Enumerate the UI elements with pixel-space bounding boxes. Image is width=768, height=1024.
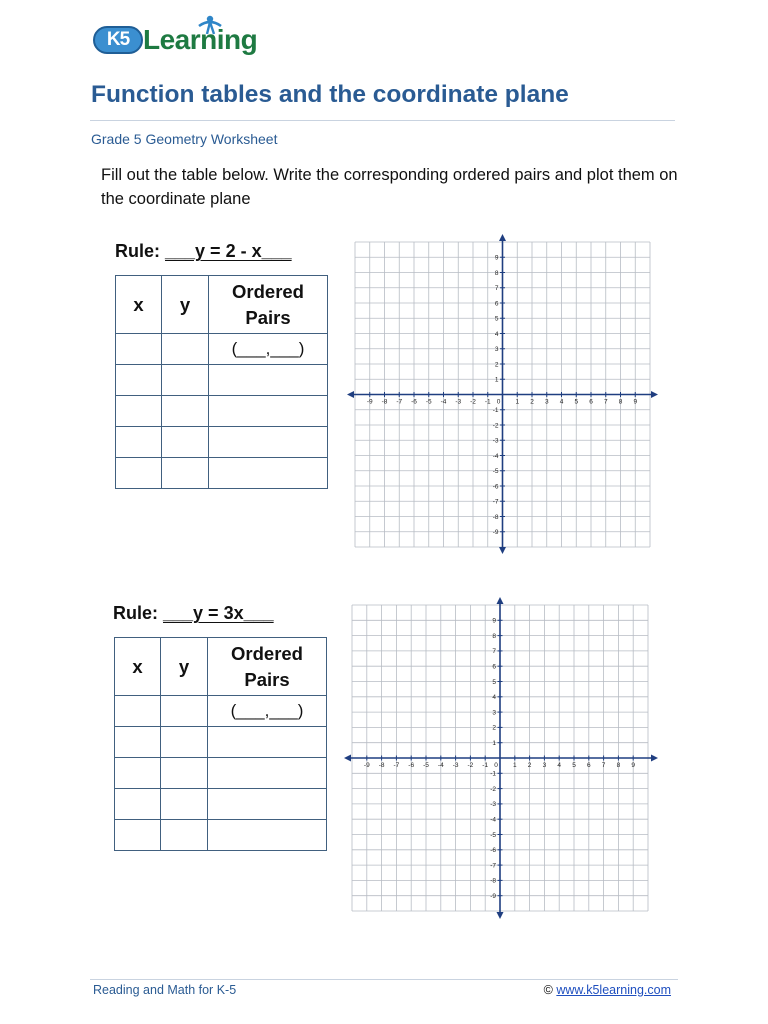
x-axis-arrow-left: [344, 755, 351, 762]
x-tick-label: 4: [557, 762, 562, 769]
x-tick-label: 3: [544, 398, 549, 406]
cell-x-input[interactable]: [116, 334, 162, 365]
rule-expression: ___y = 3x___: [163, 603, 274, 623]
x-tick-label: -3: [452, 762, 459, 769]
x-tick-label: -6: [411, 398, 417, 406]
cell-y-input[interactable]: [161, 727, 208, 758]
header-x: x: [115, 638, 161, 696]
instructions: Fill out the table below. Write the corresponding ordered pairs and plot them on the coordinate plane: [101, 166, 678, 208]
y-tick-label: 2: [492, 724, 496, 732]
x-tick-label: -4: [437, 762, 444, 769]
y-tick-label: 3: [494, 346, 499, 354]
cell-y-input[interactable]: [162, 458, 209, 489]
x-tick-label: 7: [601, 762, 606, 769]
title-divider: [90, 120, 675, 121]
cell-x-input[interactable]: [115, 820, 161, 851]
x-tick-label: 5: [572, 762, 576, 769]
y-axis-arrow-down: [499, 547, 506, 554]
cell-y-input[interactable]: [161, 758, 208, 789]
cell-x-input[interactable]: [116, 427, 162, 458]
y-tick-label: -6: [492, 483, 499, 491]
x-tick-label: -9: [366, 398, 373, 406]
rule-line-1: [115, 241, 292, 262]
logo-wordmark: Learning: [143, 24, 258, 55]
rule-line-2: [113, 603, 274, 624]
header-y: y: [161, 638, 208, 696]
page-title: Function tables and the coordinate plane: [91, 81, 569, 108]
cell-y-input[interactable]: [161, 696, 208, 727]
cell-x-input[interactable]: [116, 458, 162, 489]
y-tick-label: -2: [490, 785, 496, 793]
x-tick-label: 6: [586, 762, 591, 769]
x-tick-label: 2: [527, 762, 532, 769]
x-tick-label: 7: [603, 398, 608, 406]
cell-y-input[interactable]: [162, 334, 209, 365]
copyright-symbol: ©: [543, 983, 553, 997]
y-tick-label: -4: [490, 816, 496, 824]
y-tick-label: 9: [494, 254, 499, 262]
y-tick-label: -7: [490, 862, 496, 870]
y-axis-arrow-down: [497, 912, 504, 919]
k5-learning-logo: [93, 14, 268, 62]
y-tick-label: 3: [492, 709, 496, 717]
x-tick-label: 6: [589, 398, 593, 406]
cell-pair-input[interactable]: [209, 427, 328, 458]
y-tick-label: -2: [492, 422, 499, 430]
rule-expression: ___y = 2 - x___: [165, 241, 292, 261]
y-tick-label: -8: [490, 877, 496, 885]
y-tick-label: 4: [494, 330, 499, 338]
footer-divider: [90, 979, 678, 980]
y-tick-label: 8: [492, 632, 496, 640]
x-tick-label: -9: [363, 762, 370, 769]
footer-tagline: Reading and Math for K-5: [93, 983, 237, 997]
cell-x-input[interactable]: [115, 696, 161, 727]
y-tick-label: -5: [490, 831, 496, 839]
worksheet-subtitle: Grade 5 Geometry Worksheet: [91, 131, 278, 147]
x-tick-label: -7: [396, 398, 403, 406]
y-tick-label: 1: [492, 740, 496, 747]
cell-pair-input[interactable]: [209, 396, 328, 427]
x-tick-label: -5: [423, 762, 429, 769]
x-tick-label: -8: [378, 762, 385, 769]
cell-y-input[interactable]: [162, 427, 209, 458]
x-tick-label: -8: [381, 398, 388, 406]
y-tick-label: -1: [492, 407, 499, 415]
cell-x-input[interactable]: [116, 365, 162, 396]
y-tick-label: -6: [490, 847, 496, 855]
cell-pair-input[interactable]: [208, 727, 327, 758]
x-tick-label: -7: [393, 762, 400, 769]
cell-x-input[interactable]: [115, 789, 161, 820]
cell-y-input[interactable]: [162, 396, 209, 427]
y-axis-arrow-up: [499, 234, 506, 241]
x-tick-label: 1: [515, 398, 520, 406]
y-tick-label: 1: [494, 376, 499, 384]
x-tick-label: 5: [574, 398, 579, 406]
cell-pair-input[interactable]: [208, 789, 327, 820]
x-tick-label: -5: [425, 398, 432, 406]
y-tick-label: -3: [492, 437, 499, 445]
x-axis-arrow-left: [347, 391, 354, 398]
x-tick-label: 2: [530, 398, 534, 406]
header-ordered-pairs: Ordered Pairs: [208, 638, 327, 696]
x-tick-label: 0: [496, 398, 501, 406]
y-tick-label: 6: [492, 663, 496, 671]
header-y: y: [162, 276, 209, 334]
cell-y-input[interactable]: [161, 820, 208, 851]
cell-pair-input[interactable]: [209, 365, 328, 396]
logo-badge: K5: [93, 26, 143, 54]
rule-label: Rule:: [115, 241, 160, 261]
y-tick-label: 5: [492, 678, 496, 686]
cell-x-input[interactable]: [115, 758, 161, 789]
cell-y-input[interactable]: [161, 789, 208, 820]
y-tick-label: 7: [494, 285, 499, 293]
y-tick-label: -9: [492, 529, 499, 537]
cell-pair-input[interactable]: [208, 820, 327, 851]
x-tick-label: -2: [470, 398, 476, 406]
y-tick-label: -9: [490, 893, 496, 900]
x-tick-label: -2: [467, 762, 474, 769]
y-tick-label: -3: [490, 801, 496, 809]
header-x: x: [116, 276, 162, 334]
x-tick-label: 1: [512, 762, 517, 769]
rule-label: Rule:: [113, 603, 158, 623]
ordered-pair-template[interactable]: (___,___): [208, 696, 327, 727]
y-tick-label: 5: [494, 315, 499, 323]
x-tick-label: 3: [542, 762, 547, 769]
x-tick-label: 8: [618, 398, 623, 406]
y-tick-label: -5: [492, 468, 499, 476]
x-axis-arrow-right: [651, 755, 658, 762]
x-tick-label: 0: [494, 762, 498, 769]
y-tick-label: -7: [492, 498, 499, 506]
x-tick-label: -1: [482, 762, 489, 769]
x-tick-label: 4: [559, 398, 564, 406]
function-table-1: [115, 275, 328, 489]
cell-pair-input[interactable]: [209, 458, 328, 489]
ordered-pair-template[interactable]: (___,___): [209, 334, 328, 365]
x-tick-label: 9: [633, 398, 638, 406]
function-table-2: [114, 637, 327, 851]
y-tick-label: 2: [494, 361, 499, 369]
y-tick-label: -1: [490, 770, 496, 778]
cell-x-input[interactable]: [115, 727, 161, 758]
x-tick-label: -1: [484, 398, 491, 406]
x-tick-label: 9: [631, 762, 636, 769]
x-tick-label: 8: [616, 762, 621, 769]
y-axis-arrow-up: [497, 597, 504, 604]
cell-pair-input[interactable]: [208, 758, 327, 789]
x-axis-arrow-right: [651, 391, 658, 398]
footer-credit: [544, 983, 671, 997]
x-tick-label: -4: [440, 398, 447, 406]
y-tick-label: 6: [494, 300, 499, 308]
coordinate-plane-1[interactable]: [345, 232, 660, 556]
y-tick-label: 4: [492, 694, 496, 702]
x-tick-label: -6: [408, 762, 415, 769]
coordinate-plane-2[interactable]: [342, 595, 660, 921]
y-tick-label: 8: [494, 269, 499, 277]
y-tick-label: -4: [492, 452, 499, 460]
y-tick-label: 9: [492, 617, 496, 625]
cell-x-input[interactable]: [116, 396, 162, 427]
y-tick-label: 7: [492, 648, 496, 656]
y-tick-label: -8: [492, 513, 499, 521]
x-tick-label: -3: [455, 398, 462, 406]
header-ordered-pairs: Ordered Pairs: [209, 276, 328, 334]
cell-y-input[interactable]: [162, 365, 209, 396]
website-link[interactable]: www.k5learning.com: [556, 983, 671, 997]
